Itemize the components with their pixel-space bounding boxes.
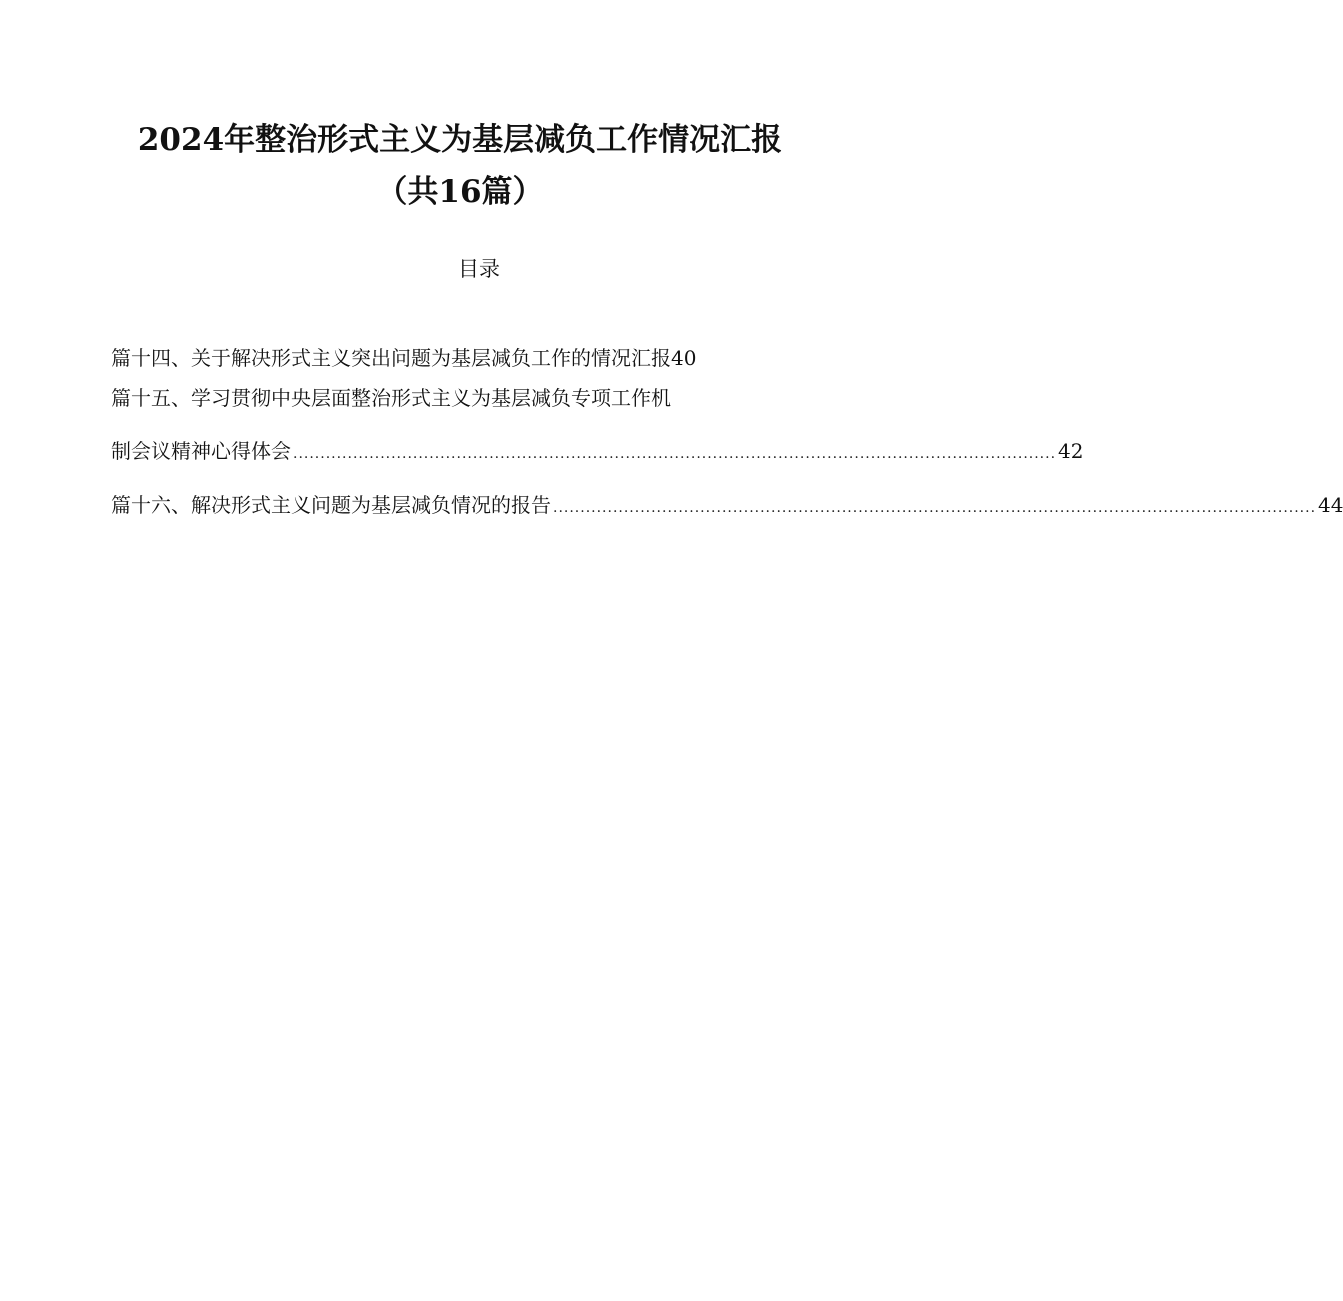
toc-entry-15[interactable] xyxy=(111,383,808,413)
toc-entry-15-continued[interactable] xyxy=(111,436,1084,466)
document-subtitle: （共16篇） xyxy=(376,174,544,210)
toc-heading: 目录 xyxy=(458,257,500,281)
toc-entry-label: 篇十五、学习贯彻中央层面整治形式主义为基层减负专项工作机 xyxy=(111,386,671,410)
toc-dot-leader: ............................................................................................................................................ xyxy=(553,500,1317,516)
toc-entry-label: 篇十六、解决形式主义问题为基层减负情况的报告 xyxy=(111,493,551,517)
toc-entry-14[interactable] xyxy=(111,343,808,373)
toc-entry-label: 制会议精神心得体会 xyxy=(111,439,291,463)
toc-page-number: 40 xyxy=(671,346,697,370)
document-title: 2024年整治形式主义为基层减负工作情况汇报 xyxy=(137,122,783,158)
toc-entry-16[interactable] xyxy=(111,490,1343,520)
toc-dot-leader: ............................................................................................................................................ xyxy=(293,446,1057,462)
toc-page-number: 42 xyxy=(1058,439,1084,463)
toc-entry-label: 篇十四、关于解决形式主义突出问题为基层减负工作的情况汇报 xyxy=(111,346,671,370)
toc-page-number: 44 xyxy=(1318,493,1343,517)
